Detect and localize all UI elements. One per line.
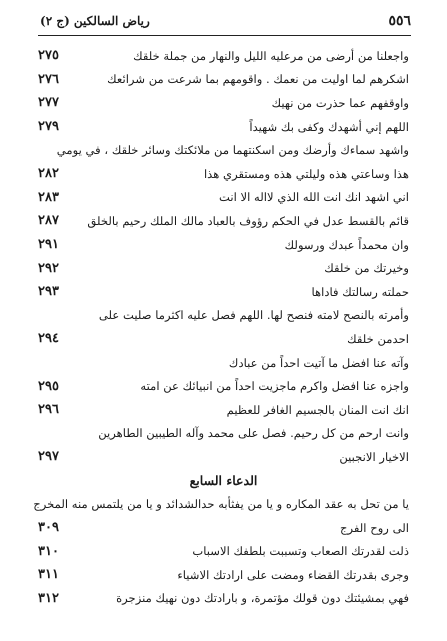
- text-line: [38, 162, 409, 186]
- text-body: [33, 44, 409, 610]
- line-text: اللهم إني أشهدك وكفى بك شهيداً: [249, 119, 409, 134]
- line-number: ٢٨٣: [38, 189, 59, 205]
- line-text: هذا وساعتي هذه وليلتي هذه ومستقري هذا: [203, 166, 409, 181]
- page-header: [40, 12, 411, 30]
- line-number: ٣٠٩: [38, 520, 59, 536]
- line-number: ٢٩٢: [38, 260, 59, 276]
- line-number: ٢٧٦: [38, 71, 59, 87]
- text-line: [38, 138, 409, 162]
- line-text: واشهد سماءك وأرضك ومن اسكنتهما من ملائكتك وسائر خلقك ، في يومي: [56, 143, 409, 158]
- line-number: ٢٩٤: [38, 331, 59, 347]
- text-line: [38, 115, 409, 139]
- line-text: واجزه عنا افضل واكرم ماجزيت احداً من انبيائك عن امته: [140, 379, 409, 394]
- text-line: [38, 445, 409, 469]
- line-number: ٢٨٢: [38, 166, 59, 182]
- text-line: [38, 209, 409, 233]
- text-line: [38, 327, 409, 351]
- line-number: ٢٩٦: [38, 402, 59, 418]
- line-number: ٢٧٩: [38, 119, 59, 135]
- line-text: اني اشهد انك انت الله الذي لااله الا انت: [219, 190, 409, 205]
- text-line: [38, 91, 409, 115]
- text-line: [38, 304, 409, 328]
- line-text: حملته رسالتك فاداها: [311, 284, 409, 299]
- line-number: ٢٩٥: [38, 378, 59, 394]
- section-heading: [38, 469, 409, 493]
- text-line: [38, 587, 409, 611]
- line-number: ٢٩١: [38, 237, 59, 253]
- line-number: ٣١١: [38, 567, 59, 583]
- page-number: ٥٥٦: [388, 13, 411, 29]
- line-text: اشكرهم لما اوليت من نعمك . واقومهم بما شرعت من شرائعك: [107, 72, 409, 87]
- line-text: واوقفهم عما حذرت من نهيك: [271, 95, 409, 110]
- running-title: رياض السالكين (ج ٢): [40, 14, 150, 28]
- text-line: [38, 563, 409, 587]
- text-line: [38, 68, 409, 92]
- line-text: وانت ارحم من كل رحيم. فصل على محمد وآله الطيبين الطاهرين: [98, 426, 409, 441]
- line-text: الاخيار الانجبين: [339, 449, 409, 464]
- line-text: يا من تحل به عقد المكاره و يا من يفثأبه حدالشدائد و يا من يلتمس منه المخرج: [33, 497, 409, 512]
- text-line: [38, 186, 409, 210]
- line-number: ٣١٢: [38, 590, 59, 606]
- section-heading-text: الدعاء السابع: [189, 472, 258, 488]
- text-line: [38, 256, 409, 280]
- line-text: وآته عنا افضل ما آتيت احداً من عبادك: [228, 355, 409, 370]
- header-rule: [38, 35, 411, 36]
- line-text: وان محمداً عبدك ورسولك: [284, 237, 409, 252]
- line-text: قائم بالقسط عدل في الحكم رؤوف بالعباد مالك الملك رحيم بالخلق: [87, 213, 409, 228]
- line-text: انك انت المنان بالجسيم الغافر للعظيم: [226, 402, 409, 417]
- line-number: ٢٨٧: [38, 213, 59, 229]
- text-line: [38, 539, 409, 563]
- text-line: [38, 280, 409, 304]
- line-number: ٢٩٣: [38, 284, 59, 300]
- text-line: [38, 233, 409, 257]
- line-text: ذلت لقدرتك الصعاب وتسببت بلطفك الاسباب: [192, 544, 409, 559]
- line-text: واجعلنا من أرضى من مرعليه الليل والنهار من جملة خلقك: [133, 48, 409, 63]
- text-line: [38, 422, 409, 446]
- line-text: وأمرته بالنصح لامته فنصح لها. اللهم فصل عليه اكثرما صليت على: [98, 308, 409, 323]
- text-line: [38, 374, 409, 398]
- text-line: [38, 351, 409, 375]
- text-line: [38, 44, 409, 68]
- line-number: ٣١٠: [38, 543, 59, 559]
- line-number: ٢٧٧: [38, 95, 59, 111]
- text-line: [38, 516, 409, 540]
- text-line: [38, 398, 409, 422]
- line-text: الى روح الفرج: [340, 520, 409, 535]
- line-text: احدمن خلقك: [347, 331, 409, 346]
- text-line: [33, 492, 409, 516]
- line-text: وخيرتك من خلقك: [324, 261, 409, 276]
- line-number: ٢٧٥: [38, 48, 59, 64]
- line-text: وجرى بقدرتك القضاء ومضت على ارادتك الاشياء: [177, 567, 409, 582]
- line-text: فهي بمشيئتك دون قولك مؤتمرة، و بارادتك دون نهيك منزجرة: [116, 591, 409, 606]
- line-number: ٢٩٧: [38, 449, 59, 465]
